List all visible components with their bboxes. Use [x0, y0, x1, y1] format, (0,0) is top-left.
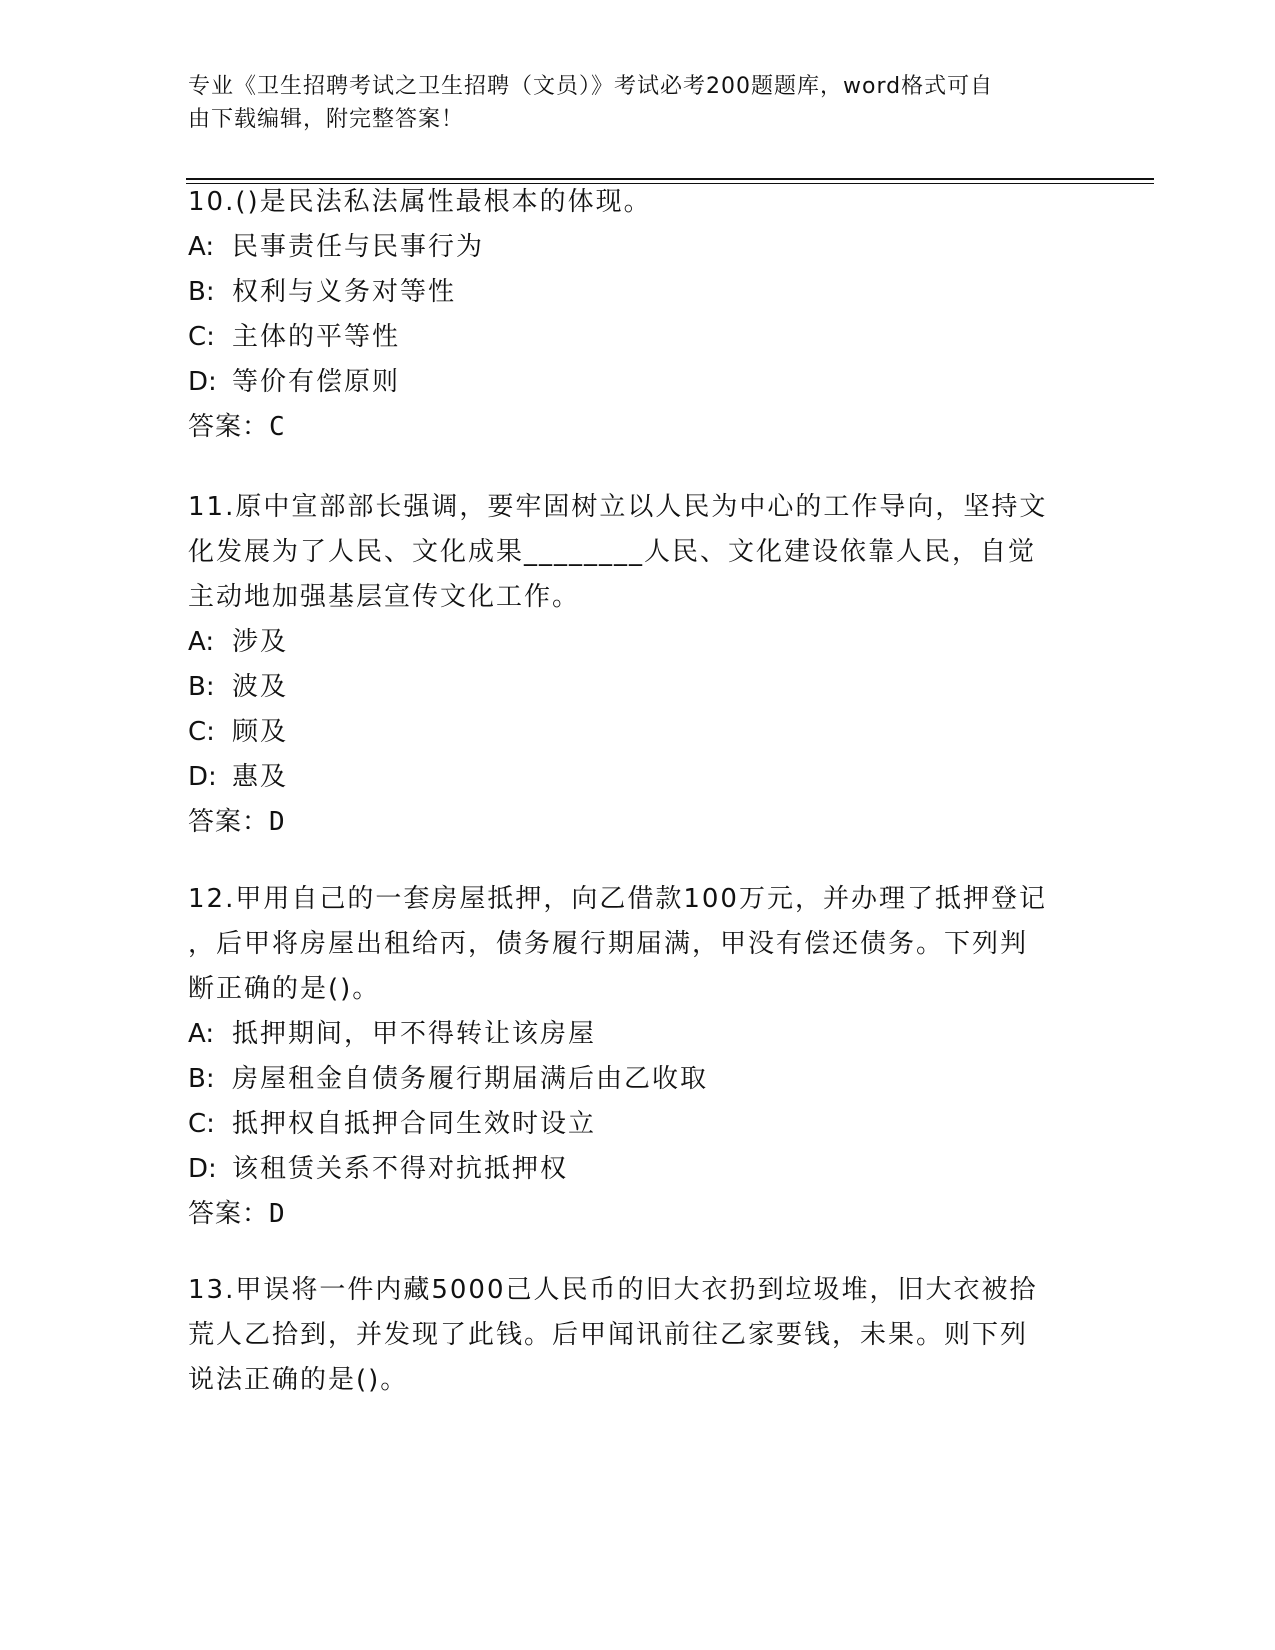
- stem-line: 荒人乙拾到，并发现了此钱。后甲闻讯前往乙家要钱，未果。则下列: [188, 1320, 1029, 1350]
- question-stem: [188, 1268, 1068, 1403]
- stem-line: 化发展为了人民、文化成果________人民、文化建设依靠人民，自觉: [188, 537, 1037, 567]
- header-line-1: 专业《卫生招聘考试之卫生招聘（文员）》考试必考200题题库，word格式可自: [188, 74, 994, 99]
- stem-line: 12.甲用自己的一套房屋抵押，向乙借款100万元，并办理了抵押登记: [188, 884, 1047, 914]
- option-letter: C:: [188, 322, 215, 352]
- answer: [188, 405, 1068, 450]
- document-header: [188, 70, 1068, 136]
- option-text: 抵押权自抵押合同生效时设立: [232, 1109, 597, 1139]
- question-10: [188, 180, 1068, 450]
- option-text: 民事责任与民事行为: [232, 232, 485, 262]
- answer-label: 答案：: [188, 412, 270, 442]
- option-c: [188, 1102, 1068, 1147]
- answer-label: 答案：: [188, 1199, 270, 1229]
- option-d: [188, 755, 1068, 800]
- option-b: [188, 270, 1068, 315]
- option-b: [188, 665, 1068, 710]
- option-b: [188, 1057, 1068, 1102]
- option-letter: D:: [188, 1154, 217, 1184]
- option-text: 该租赁关系不得对抗抵押权: [232, 1154, 569, 1184]
- question-stem: [188, 877, 1068, 1012]
- question-stem: [188, 180, 1068, 225]
- option-text: 波及: [232, 672, 289, 702]
- stem-line: 主动地加强基层宣传文化工作。: [188, 582, 581, 612]
- stem-line: 断正确的是()。: [188, 974, 381, 1004]
- question-12: [188, 877, 1068, 1237]
- option-d: [188, 360, 1068, 405]
- stem-line: ，后甲将房屋出租给丙，债务履行期届满，甲没有偿还债务。下列判: [188, 929, 1029, 959]
- option-letter: A:: [188, 627, 215, 657]
- option-letter: D:: [188, 762, 217, 792]
- answer-value: D: [269, 807, 286, 837]
- option-c: [188, 315, 1068, 360]
- answer: [188, 800, 1068, 845]
- answer: [188, 1192, 1068, 1237]
- question-stem: [188, 485, 1068, 620]
- option-letter: C:: [188, 1109, 215, 1139]
- option-d: [188, 1147, 1068, 1192]
- stem-line: 13.甲误将一件内藏5000己人民币的旧大衣扔到垃圾堆，旧大衣被拾: [188, 1275, 1038, 1305]
- stem-line: 11.原中宣部部长强调，要牢固树立以人民为中心的工作导向，坚持文: [188, 492, 1048, 522]
- option-text: 权利与义务对等性: [232, 277, 457, 307]
- option-letter: C:: [188, 717, 215, 747]
- question-11: [188, 485, 1068, 845]
- question-13: [188, 1268, 1068, 1403]
- option-letter: B:: [188, 1064, 215, 1094]
- stem-line: 说法正确的是()。: [188, 1365, 409, 1395]
- option-text: 抵押期间，甲不得转让该房屋: [232, 1019, 597, 1049]
- option-letter: B:: [188, 277, 215, 307]
- header-line-2: 由下载编辑，附完整答案！: [188, 107, 465, 132]
- option-letter: A:: [188, 232, 215, 262]
- option-text: 顾及: [232, 717, 289, 747]
- answer-value: D: [269, 1199, 286, 1229]
- option-letter: D:: [188, 367, 217, 397]
- option-text: 房屋租金自债务履行期届满后由乙收取: [232, 1064, 709, 1094]
- option-text: 涉及: [232, 627, 289, 657]
- answer-label: 答案：: [188, 807, 270, 837]
- option-letter: A:: [188, 1019, 215, 1049]
- option-a: [188, 1012, 1068, 1057]
- option-c: [188, 710, 1068, 755]
- option-a: [188, 620, 1068, 665]
- option-text: 惠及: [232, 762, 289, 792]
- stem-line: 10.()是民法私法属性最根本的体现。: [188, 187, 652, 217]
- option-a: [188, 225, 1068, 270]
- answer-value: C: [269, 412, 286, 442]
- option-text: 主体的平等性: [232, 322, 401, 352]
- option-letter: B:: [188, 672, 215, 702]
- option-text: 等价有偿原则: [232, 367, 401, 397]
